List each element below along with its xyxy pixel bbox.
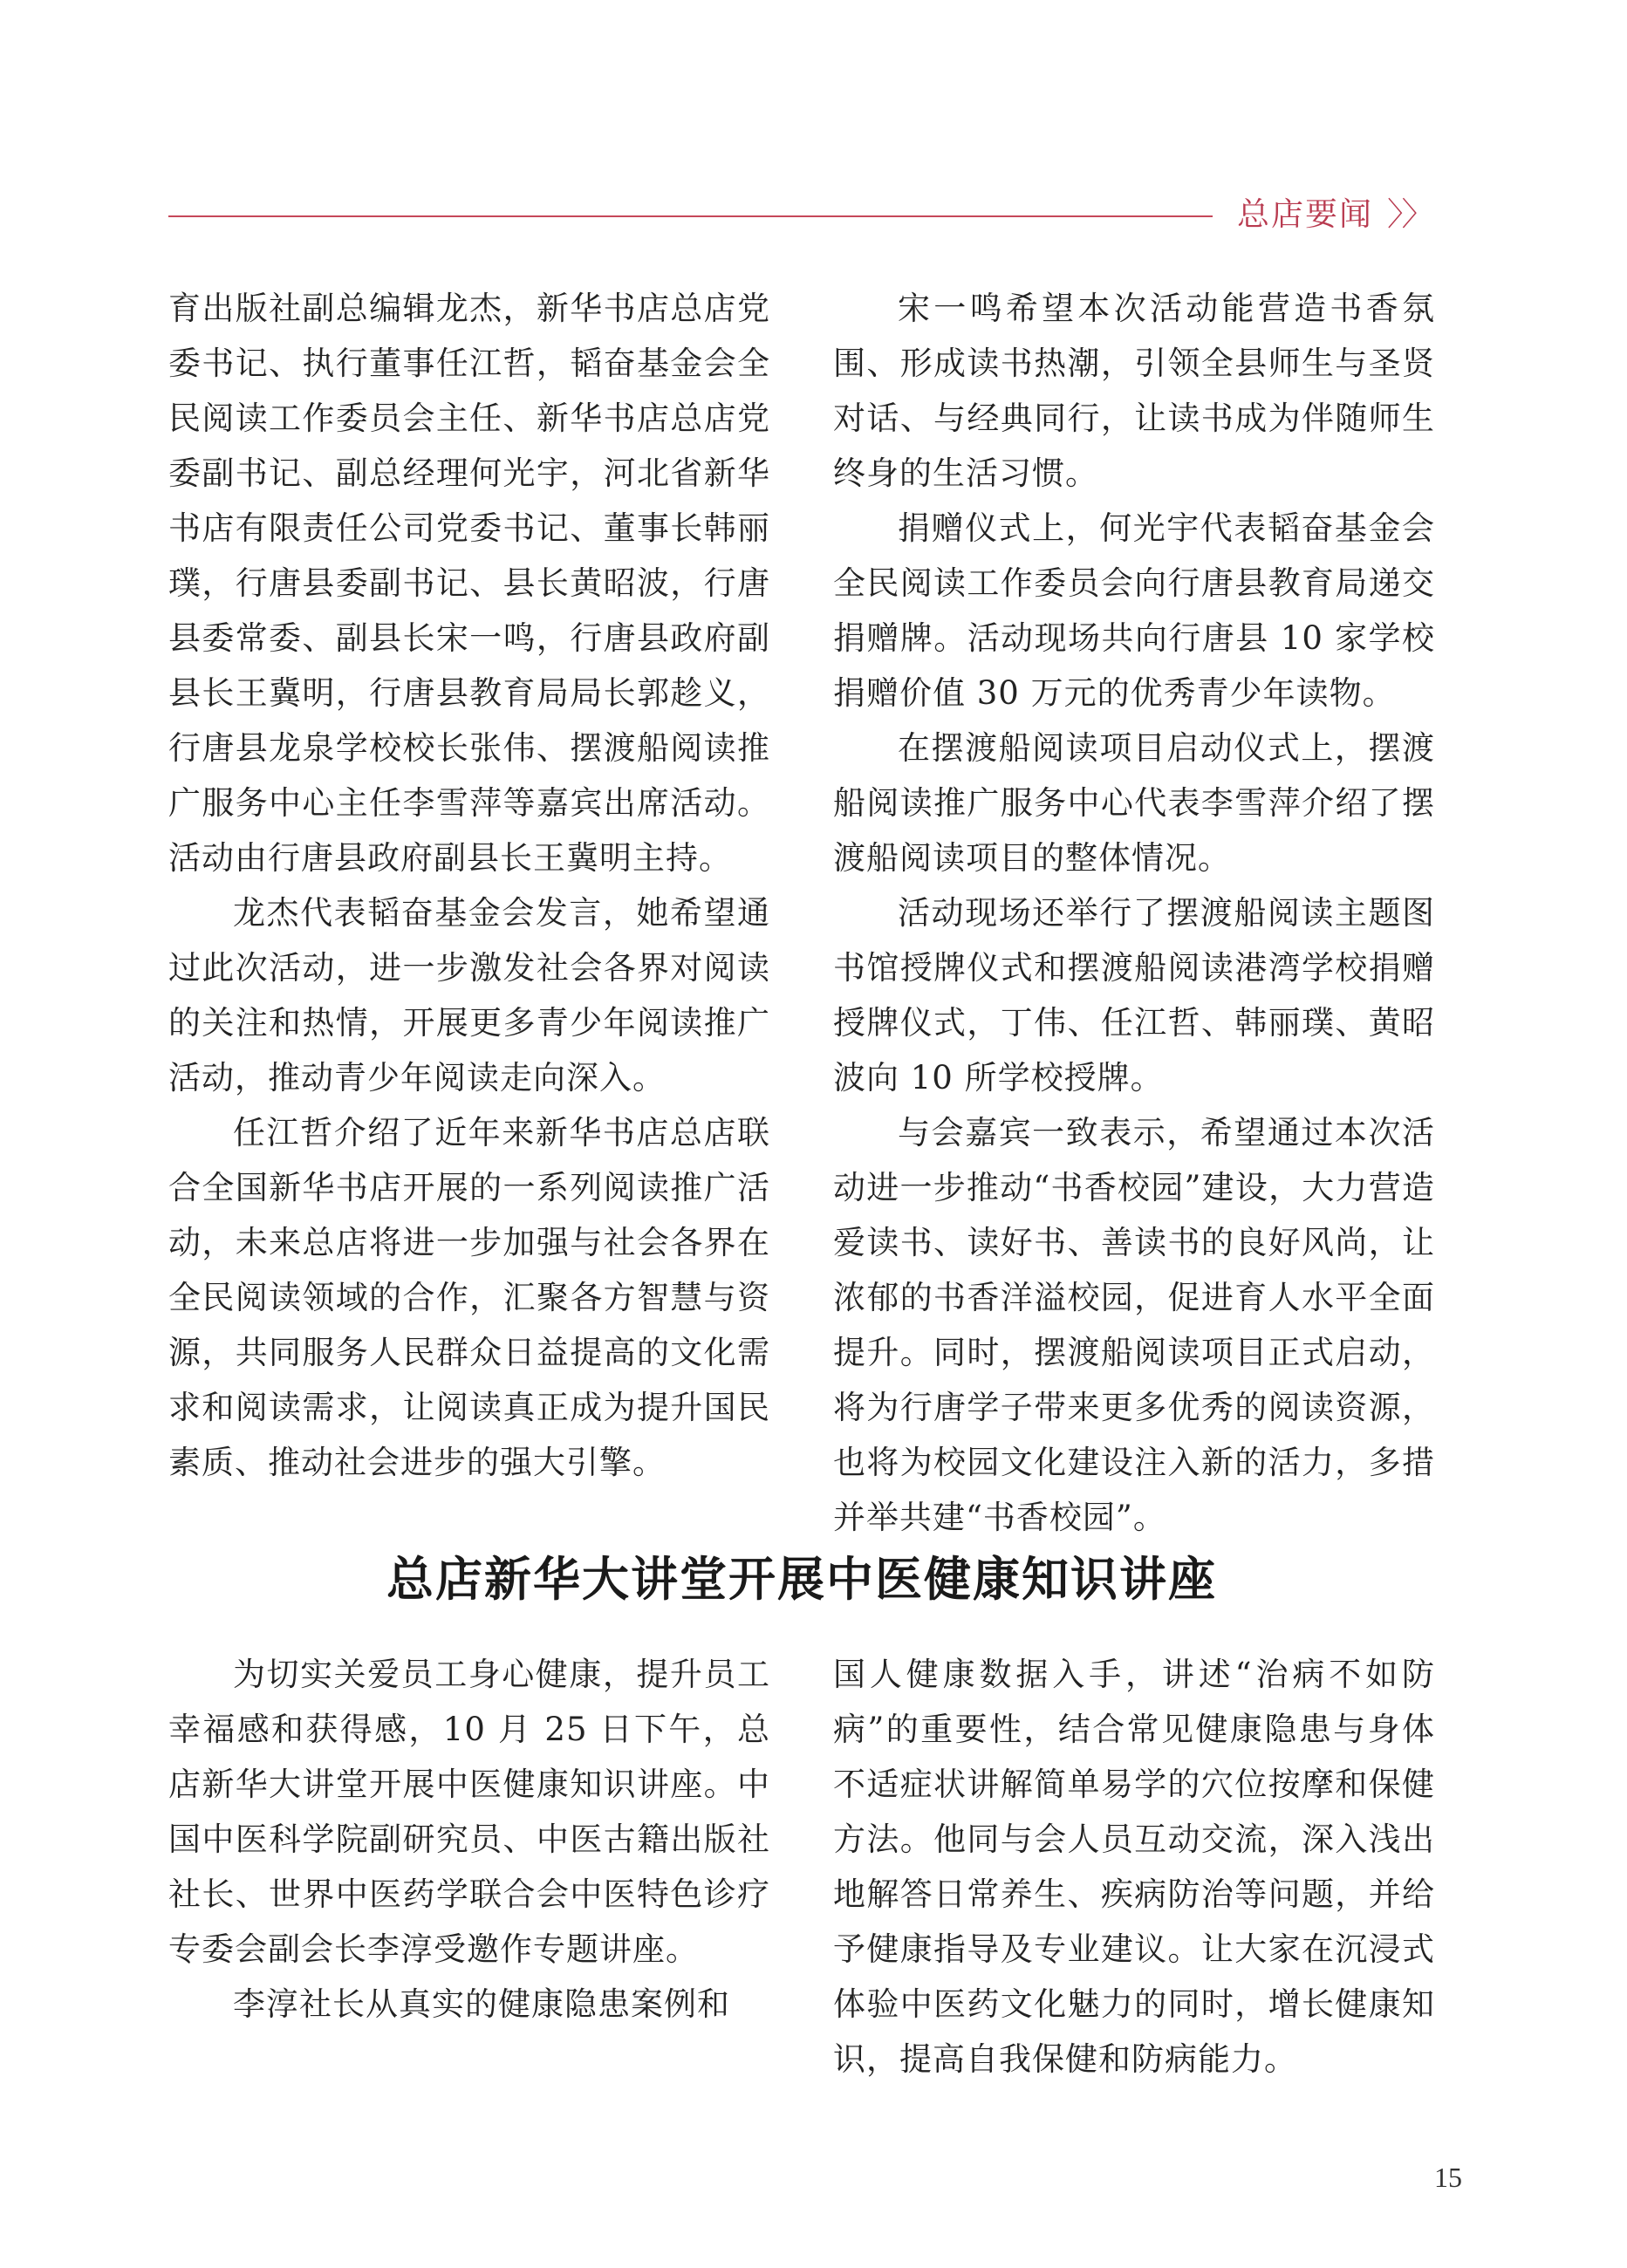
- header-rule: [168, 215, 1213, 217]
- article1-paragraph: 在摆渡船阅读项目启动仪式上，摆渡船阅读推广服务中心代表李雪萍介绍了摆渡船阅读项目的整体情况。: [833, 729, 1435, 877]
- chevron-right-icon: 〉〉: [1387, 195, 1432, 233]
- article1-paragraph: 任江哲介绍了近年来新华书店总店联合全国新华书店开展的一系列阅读推广活动，未来总店将进一步加强与社会各界在全民阅读领域的合作，汇聚各方智慧与资源，共同服务人民群众日益提高的文化需求和阅读需求，让阅读真正成为提升国民素质、推动社会进步的强大引擎。: [168, 1114, 770, 1481]
- article2-right-column: [833, 1647, 1435, 2087]
- article1-paragraph: 育出版社副总编辑龙杰，新华书店总店党委书记、执行董事任江哲，韬奋基金会全民阅读工作委员会主任、新华书店总店党委副书记、副总经理何光宇，河北省新华书店有限责任公司党委书记、董事长韩丽璞，行唐县委副书记、县长黄昭波，行唐县委常委、副县长宋一鸣，行唐县政府副县长王冀明，行唐县教育局局长郭趁义，行唐县龙泉学校校长张伟、摆渡船阅读推广服务中心主任李雪萍等嘉宾出席活动。活动由行唐县政府副县长王冀明主持。: [168, 290, 770, 877]
- article2-paragraph: 李淳社长从真实的健康隐患案例和: [233, 1985, 730, 2023]
- article1-paragraph: 龙杰代表韬奋基金会发言，她希望通过此次活动，进一步激发社会各界对阅读的关注和热情，开展更多青少年阅读推广活动，推动青少年阅读走向深入。: [168, 894, 770, 1096]
- article2-left-column: [168, 1647, 770, 2032]
- article2-paragraph: 为切实关爱员工身心健康，提升员工幸福感和获得感，10 月 25 日下午，总店新华大讲堂开展中医健康知识讲座。中国中医科学院副研究员、中医古籍出版社社长、世界中医药学联合会中医特色诊疗专委会副会长李淳受邀作专题讲座。: [168, 1656, 770, 1968]
- article1-left-column: [168, 281, 770, 1490]
- article1-paragraph: 活动现场还举行了摆渡船阅读主题图书馆授牌仪式和摆渡船阅读港湾学校捐赠授牌仪式，丁伟、任江哲、韩丽璞、黄昭波向 10 所学校授牌。: [833, 894, 1435, 1096]
- article2-paragraph: 国人健康数据入手，讲述“治病不如防病”的重要性，结合常见健康隐患与身体不适症状讲解简单易学的穴位按摩和保健方法。他同与会人员互动交流，深入浅出地解答日常养生、疾病防治等问题，并给予健康指导及专业建议。让大家在沉浸式体验中医药文化魅力的同时，增长健康知识，提高自我保健和防病能力。: [833, 1656, 1435, 2078]
- article1-paragraph: 捐赠仪式上，何光宇代表韬奋基金会全民阅读工作委员会向行唐县教育局递交捐赠牌。活动现场共向行唐县 10 家学校捐赠价值 30 万元的优秀青少年读物。: [833, 509, 1435, 712]
- page-number: 15: [1434, 2162, 1462, 2193]
- article2-title: 总店新华大讲堂开展中医健康知识讲座: [386, 1552, 1217, 1607]
- article1-right-column: [833, 281, 1435, 1545]
- section-label: 总店要闻: [1237, 195, 1373, 233]
- article1-paragraph: 宋一鸣希望本次活动能营造书香氛围、形成读书热潮，引领全县师生与圣贤对话、与经典同行，让读书成为伴随师生终身的生活习惯。: [833, 290, 1435, 492]
- article1-paragraph: 与会嘉宾一致表示，希望通过本次活动进一步推动“书香校园”建设，大力营造爱读书、读好书、善读书的良好风尚，让浓郁的书香洋溢校园，促进育人水平全面提升。同时，摆渡船阅读项目正式启动，将为行唐学子带来更多优秀的阅读资源，也将为校园文化建设注入新的活力，多措并举共建“书香校园”。: [833, 1114, 1435, 1536]
